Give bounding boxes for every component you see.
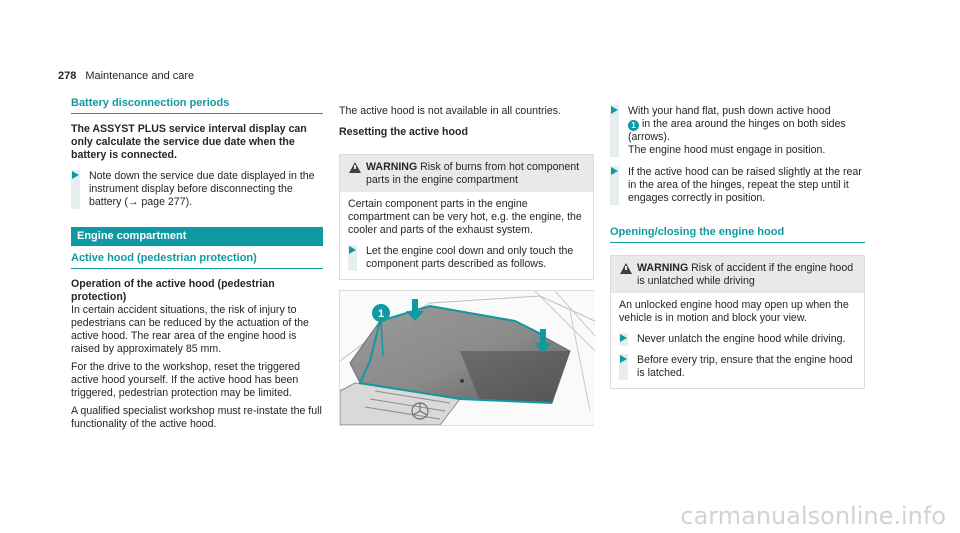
car-hood-illustration [340,291,595,425]
drive-text: For the drive to the workshop, reset the triggered active hood yourself. If the active hood has been triggered, pedestrian protection may be limited. [71,361,301,399]
repeat-step-text: If the active hood can be raised slightly at the rear in the area of the hinges, repeat the step until it engages correctly in position. [628,166,862,204]
warning-body [340,192,593,279]
assyst-step-text: Note down the service due date displayed in the instrument display before disconnecting the battery (→ page 277). [89,170,315,208]
column-right [610,105,865,389]
column-left [71,97,323,431]
specialist-text: A qualified specialist workshop must re-instate the full functionality of the active hood. [71,405,322,430]
warning-header [611,256,864,293]
figure-callout-1: 1 [377,308,385,320]
warning-body [611,293,864,388]
section-title: Maintenance and care [85,70,195,82]
repeat-step [610,166,865,205]
warning-body-text: Certain component parts in the engine compartment can be very hot, e.g. the engine, the cooler and parts of the exhaust system. [348,198,582,236]
warning-step [348,245,585,271]
warning-step-text: Let the engine cool down and only touch the component parts described as follows. [366,245,574,270]
warning-box-burns [339,154,594,280]
column-middle [339,105,594,426]
warning-step-1-text: Never unlatch the engine hood while driving. [637,333,846,345]
warning-label: WARNING [366,161,418,173]
push-down-text-a: With your hand flat, push down active hood [628,105,831,117]
step-arrow-icon [611,167,618,175]
battery-heading: Battery disconnection periods [71,97,323,114]
watermark: carmanualsonline.info [680,502,946,530]
warning-text: Risk of burns from hot component parts in the engine compartment [366,161,580,186]
callout-1-icon: 1 [628,120,639,131]
active-hood-heading: Active hood (pedestrian protection) [71,252,323,269]
engine-compartment-band: Engine compartment [71,227,323,246]
operation-heading: Operation of the active hood (pedestrian protection) [71,278,275,303]
operation-text: In certain accident situations, the risk of injury to pedestrians can be reduced by the actuation of the active hood. The rear area of the engine hood is raised by approximately 85 mm. [71,304,309,355]
warning-step-2 [619,354,856,380]
push-down-result: The engine hood must engage in position. [628,144,826,156]
warning-box-accident [610,255,865,389]
warning-body-text: An unlocked engine hood may open up when the vehicle is in motion and block your view. [619,299,849,324]
push-down-text-b: in the area around the hinges on both sides (arrows). [628,118,846,143]
step-arrow-icon [620,334,627,342]
resetting-heading: Resetting the active hood [339,126,468,138]
availability-text: The active hood is not available in all countries. [339,105,562,117]
step-arrow-icon [620,355,627,363]
hood-figure [339,290,594,426]
step-arrow-icon [349,246,356,254]
warning-mark [625,266,627,270]
push-down-step [610,105,865,157]
assyst-note: The ASSYST PLUS service interval display can only calculate the service due date when the battery is connected. [71,123,307,161]
opening-closing-heading: Opening/closing the engine hood [610,226,865,243]
assyst-step [71,170,323,209]
step-arrow-icon [72,171,79,179]
push-down-text [628,105,865,157]
page-number: 278 [58,70,77,82]
warning-text: Risk of accident if the engine hood is unlatched while driving [637,262,854,287]
step-arrow-icon [611,106,618,114]
warning-step-2-text: Before every trip, ensure that the engine hood is latched. [637,354,853,379]
warning-header [340,155,593,192]
warning-mark [354,165,356,169]
warning-label: WARNING [637,262,689,274]
warning-step-1 [619,333,856,346]
page-header [58,70,458,83]
